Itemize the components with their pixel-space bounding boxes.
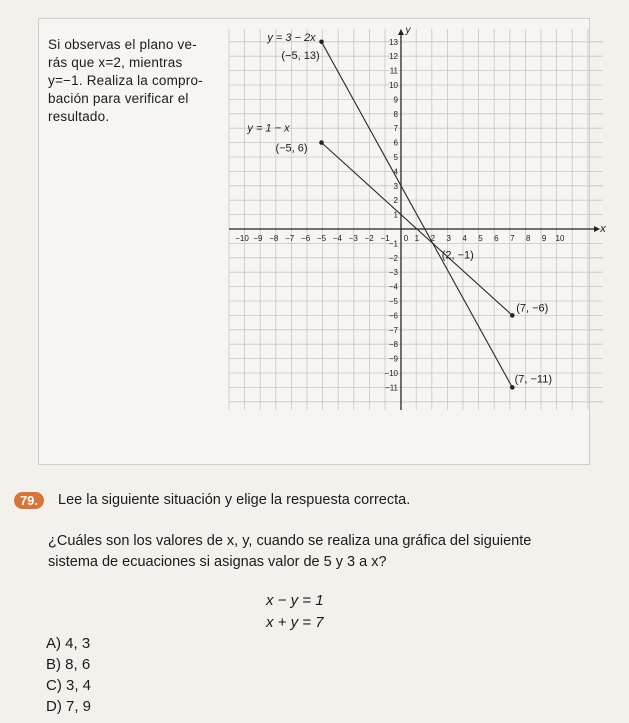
side-text-line: rás que x=2, mientras: [48, 55, 183, 70]
y-tick-label: 2: [393, 196, 398, 206]
option-c[interactable]: C) 3, 4: [46, 677, 92, 694]
x-tick-label: −10: [235, 234, 249, 243]
y-axis-label: y: [405, 25, 411, 36]
x-tick-label: 1: [414, 234, 420, 243]
x-tick-label: −2: [364, 234, 374, 243]
point-label: (−5, 13): [281, 49, 320, 62]
side-text-line: bación para verificar el: [48, 91, 189, 106]
point-label: (7, −11): [514, 373, 553, 386]
y-tick-label: 10: [389, 81, 398, 90]
option-a[interactable]: A) 4, 3: [46, 635, 91, 652]
option-d[interactable]: D) 7, 9: [46, 698, 92, 715]
y-tick-label: 9: [393, 95, 398, 105]
option-b[interactable]: B) 8, 6: [46, 656, 91, 673]
prompt-line: sistema de ecuaciones si asignas valor de 5 y 3 a x?: [48, 554, 387, 570]
x-tick-label: −5: [316, 234, 327, 243]
x-tick-label: 10: [555, 234, 565, 243]
y-tick-label: −7: [388, 325, 398, 335]
y-tick-label: 12: [389, 52, 398, 62]
x-tick-label: 8: [525, 234, 531, 243]
x-tick-label: 7: [510, 234, 515, 243]
y-tick-label: −5: [388, 297, 398, 306]
x-tick-label: 5: [478, 234, 483, 243]
x-tick-label: −7: [285, 234, 295, 243]
y-tick-label: −1: [388, 239, 398, 249]
x-tick-label: −9: [253, 234, 263, 243]
y-tick-label: −11: [385, 383, 398, 393]
y-tick-label: 5: [393, 153, 398, 162]
data-point: [319, 140, 324, 145]
y-axis-arrow: [398, 29, 404, 35]
y-tick-label: 13: [389, 37, 398, 47]
y-tick-label: 11: [389, 66, 398, 76]
side-text-line: resultado.: [48, 109, 110, 124]
x-tick-label: 4: [462, 234, 467, 243]
x-axis-arrow: [594, 226, 600, 232]
x-tick-label: −8: [269, 234, 279, 243]
x-tick-label: −3: [348, 234, 358, 243]
y-tick-label: −9: [388, 354, 398, 364]
x-tick-label: 0: [403, 234, 409, 243]
x-tick-label: 3: [446, 234, 451, 243]
x-tick-label: 6: [494, 234, 499, 243]
series-label: y = 3 − 2x: [267, 31, 316, 44]
question-prompt: [48, 531, 608, 573]
x-tick-label: −6: [301, 234, 311, 243]
y-tick-label: −2: [388, 253, 398, 263]
y-tick-label: −8: [388, 340, 398, 350]
y-tick-label: −10: [384, 369, 398, 378]
y-tick-label: 3: [393, 181, 398, 191]
y-tick-label: −6: [388, 311, 398, 321]
intersection-label: (2, −1): [441, 249, 474, 262]
data-point: [510, 385, 515, 390]
y-tick-label: 1: [393, 210, 398, 220]
series-label: y = 1 − x: [247, 122, 290, 135]
equation-1: x − y = 1: [266, 592, 324, 609]
prompt-line: ¿Cuáles son los valores de x, y, cuando se realiza una gráfica del siguiente: [48, 533, 532, 549]
question-instruction: Lee la siguiente situación y elige la respuesta correcta.: [58, 492, 411, 508]
y-tick-label: −3: [388, 268, 398, 278]
equation-2: x + y = 7: [266, 614, 324, 631]
answer-options: [46, 633, 91, 717]
y-tick-label: −4: [388, 282, 398, 292]
point-label: (7, −6): [516, 302, 549, 315]
data-point: [319, 40, 324, 45]
x-axis-label: x: [600, 223, 606, 235]
x-tick-label: −1: [380, 234, 390, 243]
question-number-badge: 79.: [14, 492, 44, 509]
side-text-line: y=−1. Realiza la compro-: [48, 73, 203, 88]
side-text-line: Si observas el plano ve-: [48, 37, 197, 52]
y-tick-label: 8: [393, 109, 398, 119]
point-label: (−5, 6): [275, 142, 308, 155]
x-tick-label: −4: [332, 234, 342, 243]
y-tick-label: 7: [393, 124, 398, 134]
data-point: [510, 313, 515, 318]
y-tick-label: 4: [393, 167, 398, 177]
x-tick-label: 9: [541, 234, 547, 243]
y-tick-label: 6: [393, 138, 398, 148]
x-tick-label: 2: [430, 234, 436, 243]
